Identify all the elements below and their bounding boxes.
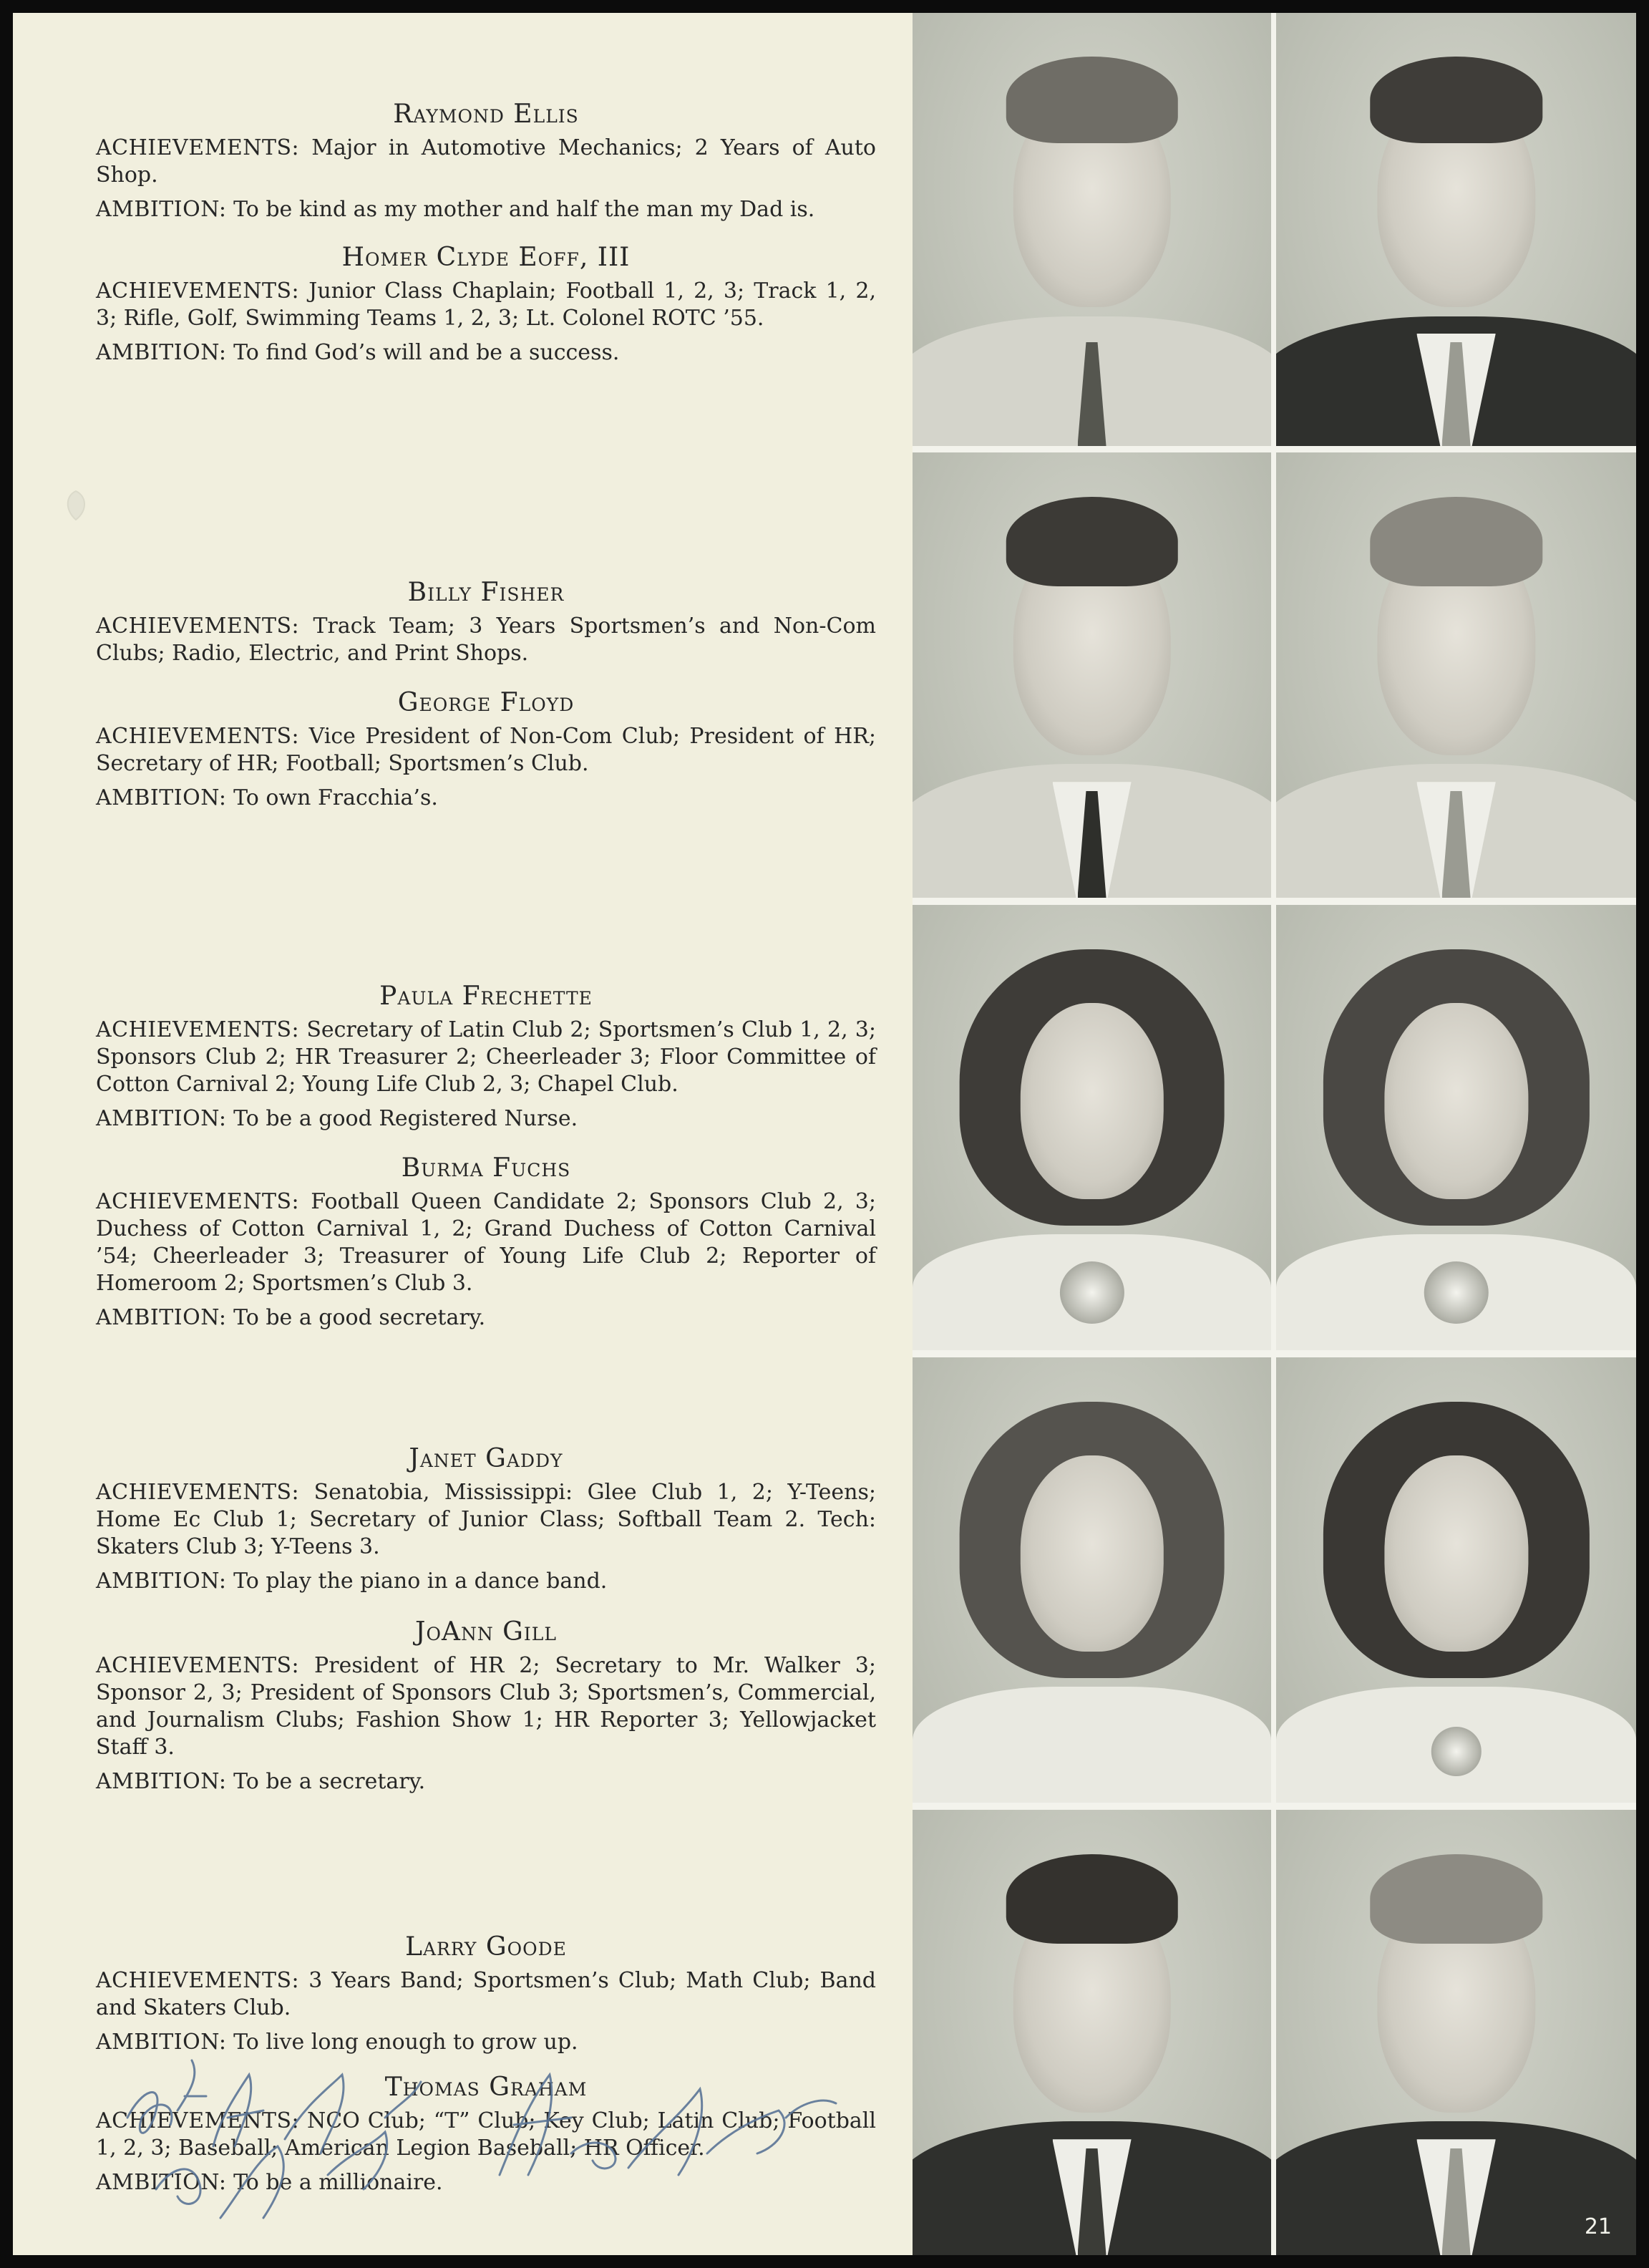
portrait-face (1020, 1455, 1163, 1652)
achievements-value: Track Team; 3 Years Sportsmen’s and Non-Com Clubs; Radio, Electric, and Print Shops. (96, 614, 876, 666)
student-name: Paula Frechette (379, 982, 593, 1011)
portrait-hair (1370, 1854, 1542, 1943)
portrait-face (1384, 1003, 1528, 1199)
yearbook-page (13, 13, 1636, 2255)
portrait-face (1384, 1455, 1528, 1652)
portrait-hair (1370, 497, 1542, 586)
student-name: JoAnn Gill (415, 1617, 557, 1647)
student-entry-thomas-graham (96, 2072, 876, 2196)
achievements-label: ACHIEVEMENTS: (96, 278, 300, 304)
ambition-text (96, 1304, 876, 1332)
ambition-label: AMBITION: (96, 1769, 227, 1794)
achievements-label: ACHIEVEMENTS: (96, 1968, 300, 1993)
portrait-george-floyd (1276, 452, 1636, 898)
ambition-text (96, 1105, 876, 1133)
portrait-hair (1006, 497, 1177, 586)
portrait-paula-frechette (913, 905, 1271, 1350)
portrait-blouse (913, 1687, 1271, 1803)
ambition-value: To be a good Registered Nurse. (233, 1106, 578, 1131)
student-name: Homer Clyde Eoff, III (341, 243, 631, 272)
ambition-value: To find God’s will and be a success. (233, 340, 620, 365)
achievements-label: ACHIEVEMENTS: (96, 1480, 300, 1505)
achievements-label: ACHIEVEMENTS: (96, 2108, 300, 2133)
achievements-text (96, 135, 876, 189)
student-entry-joann-gill (96, 1617, 876, 1796)
portrait-face (1020, 1003, 1163, 1199)
ambition-label: AMBITION: (96, 197, 227, 222)
portrait-joann-gill (1276, 1357, 1636, 1803)
achievements-value: NCO Club; “T” Club; Key Club; Latin Club; Football 1, 2, 3; Baseball; American Legion Baseball; HR Officer. (96, 2108, 876, 2161)
achievements-text (96, 2108, 876, 2162)
student-entry-paula-frechette (96, 981, 876, 1133)
achievements-value: President of HR 2; Secretary to Mr. Walker 3; Sponsor 2, 3; President of Sponsors Club 3; Sportsmen’s, Commercial, and Journalism Clubs; Fashion Show 1; HR Reporter 3; Yellowjacket Staff 3. (96, 1653, 876, 1760)
achievements-value: Vice President of Non-Com Club; President of HR; Secretary of HR; Football; Sportsmen’s Club. (96, 724, 876, 776)
achievements-label: ACHIEVEMENTS: (96, 614, 300, 639)
ambition-value: To live long enough to grow up. (233, 2030, 578, 2055)
achievements-value: Secretary of Latin Club 2; Sportsmen’s Club 1, 2, 3; Sponsors Club 2; HR Treasurer 2; Cheerleader 3; Floor Committee of Cotton Carnival 2; Young Life Club 2, 3; Chapel Club. (96, 1017, 876, 1097)
student-name: Billy Fisher (407, 578, 565, 607)
achievements-text (96, 723, 876, 777)
text-column (13, 13, 908, 2255)
student-name: Raymond Ellis (393, 100, 579, 129)
ambition-text (96, 2029, 876, 2056)
achievements-value: Major in Automotive Mechanics; 2 Years of Auto Shop. (96, 135, 876, 188)
portrait-billy-fisher (913, 452, 1271, 898)
achievements-value: Junior Class Chaplain; Football 1, 2, 3; Track 1, 2, 3; Rifle, Golf, Swimming Teams 1, 2, 3; Lt. Colonel ROTC ’55. (96, 278, 876, 331)
page-number: 21 (1584, 2214, 1612, 2239)
achievements-text (96, 1479, 876, 1561)
ambition-value: To own Fracchia’s. (233, 785, 438, 810)
ambition-label: AMBITION: (96, 1569, 227, 1594)
student-name: Burma Fuchs (401, 1153, 571, 1183)
leaf-stain-icon (62, 488, 90, 523)
student-entry-raymond-ellis (96, 99, 876, 223)
student-name: Thomas Graham (384, 2073, 588, 2102)
portrait-hair (1006, 1854, 1177, 1943)
achievements-value: Football Queen Candidate 2; Sponsors Club 2, 3; Duchess of Cotton Carnival 1, 2; Grand Duchess of Cotton Carnival ’54; Cheerleader 3; Treasurer of Young Life Club 2; Reporter of Homeroom 2; Sportsmen’s Club 3. (96, 1189, 876, 1296)
student-name: Larry Goode (405, 1932, 567, 1962)
ambition-text (96, 785, 876, 812)
ambition-value: To be a good secretary. (233, 1305, 486, 1330)
ambition-value: To play the piano in a dance band. (233, 1569, 608, 1594)
achievements-label: ACHIEVEMENTS: (96, 135, 300, 160)
portrait-burma-fuchs (1276, 905, 1636, 1350)
portrait-hair (1006, 57, 1177, 143)
achievements-text (96, 278, 876, 332)
student-entry-billy-fisher (96, 577, 876, 667)
student-name: Janet Gaddy (409, 1444, 563, 1473)
ambition-label: AMBITION: (96, 2030, 227, 2055)
portrait-corsage (1059, 1261, 1124, 1324)
student-entry-george-floyd (96, 687, 876, 812)
ambition-text (96, 1568, 876, 1595)
ambition-label: AMBITION: (96, 785, 227, 810)
portrait-thomas-graham (1276, 1810, 1636, 2255)
ambition-label: AMBITION: (96, 1106, 227, 1131)
portrait-raymond-ellis (913, 13, 1271, 446)
ambition-label: AMBITION: (96, 2170, 227, 2195)
portrait-corsage (1424, 1261, 1489, 1324)
portrait-homer-clyde-eoff (1276, 13, 1636, 446)
ambition-value: To be a secretary. (233, 1769, 426, 1794)
ambition-value: To be a millionaire. (233, 2170, 443, 2195)
achievements-text (96, 1017, 876, 1098)
achievements-text (96, 1652, 876, 1761)
student-name: George Floyd (397, 688, 575, 717)
achievements-text (96, 613, 876, 667)
portrait-larry-goode (913, 1810, 1271, 2255)
portrait-hair (1370, 57, 1542, 143)
student-entry-burma-fuchs (96, 1153, 876, 1332)
ambition-text (96, 2169, 876, 2196)
achievements-value: 3 Years Band; Sportsmen’s Club; Math Club; Band and Skaters Club. (96, 1968, 877, 2020)
ambition-text (96, 196, 876, 223)
student-entry-larry-goode (96, 1932, 876, 2056)
achievements-value: Senatobia, Mississippi: Glee Club 1, 2; Y-Teens; Home Ec Club 1; Secretary of Junior Class; Softball Team 2. Tech: Skaters Club 3; Y-Teens 3. (96, 1480, 876, 1559)
ambition-text (96, 1768, 876, 1796)
ambition-label: AMBITION: (96, 340, 227, 365)
achievements-label: ACHIEVEMENTS: (96, 1189, 300, 1214)
achievements-label: ACHIEVEMENTS: (96, 1653, 300, 1678)
student-entry-janet-gaddy (96, 1443, 876, 1595)
ambition-text (96, 339, 876, 367)
student-entry-homer-clyde-eoff (96, 242, 876, 367)
achievements-text (96, 1967, 876, 2022)
achievements-text (96, 1188, 876, 1297)
achievements-label: ACHIEVEMENTS: (96, 1017, 300, 1042)
achievements-label: ACHIEVEMENTS: (96, 724, 300, 749)
portrait-grid (913, 13, 1636, 2255)
portrait-janet-gaddy (913, 1357, 1271, 1803)
ambition-value: To be kind as my mother and half the man my Dad is. (233, 197, 815, 222)
ambition-label: AMBITION: (96, 1305, 227, 1330)
